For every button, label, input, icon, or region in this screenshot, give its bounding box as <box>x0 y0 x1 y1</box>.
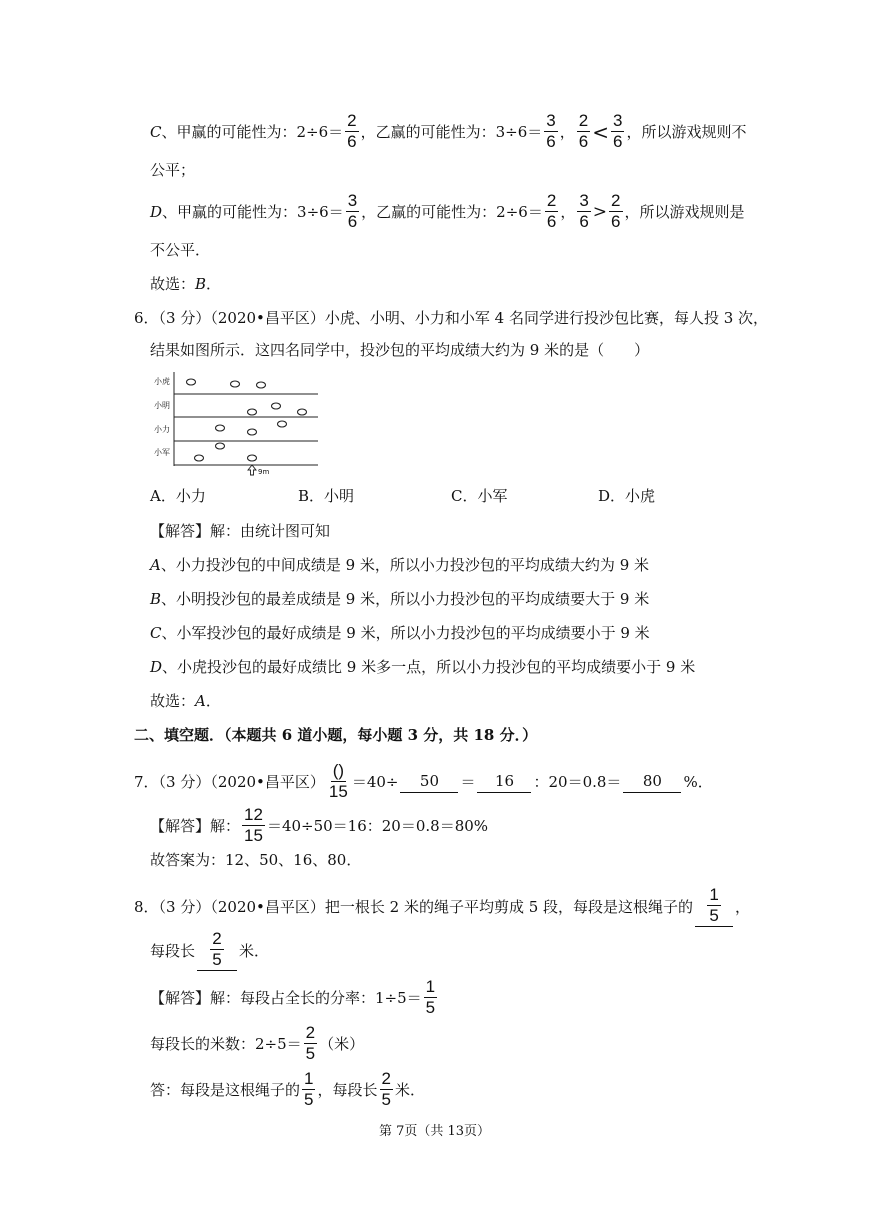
label-d: D <box>150 658 163 676</box>
q8-answer-length <box>150 1024 364 1063</box>
text: 7．（3 分）（2020•昌平区） <box>134 772 325 791</box>
throw-mark <box>248 455 257 461</box>
text: 故选： <box>150 275 196 293</box>
choice-letter: B <box>195 275 207 293</box>
text: ＝40÷50＝16：20＝0.8＝80% <box>266 816 489 835</box>
q8-answer-summary <box>150 1070 425 1109</box>
text: ， <box>559 122 575 141</box>
text: 公平； <box>150 161 196 179</box>
numerator: 2 <box>546 191 557 210</box>
text: ，所以游戏规则不 <box>626 122 747 141</box>
denominator: 5 <box>304 1090 314 1109</box>
less-than-sign: < <box>592 119 610 144</box>
denominator: 5 <box>709 906 719 925</box>
q6-explanation-a <box>150 553 649 577</box>
q5-option-d-continued <box>150 238 210 262</box>
q5-option-c-continued <box>150 158 195 182</box>
denominator: 6 <box>546 132 556 151</box>
numerator: 3 <box>546 111 556 130</box>
text: 6．（3 分）（2020•昌平区）小虎、小明、小力和小军 4 名同学进行投沙包比赛，每人投 3 次， <box>134 309 769 327</box>
text: 【解答】解： <box>150 816 241 835</box>
q7-answer <box>150 806 488 845</box>
text: ：20＝0.8＝ <box>533 772 622 791</box>
text: 8．（3 分）（2020•昌平区）把一根长 2 米的绳子平均剪成 5 段，每段是这根绳子的 <box>134 897 694 916</box>
text: ，乙赢的可能性为：3÷6＝ <box>360 122 543 141</box>
answer-blank <box>695 886 733 927</box>
denominator: 6 <box>347 212 358 231</box>
text: 米． <box>239 941 270 960</box>
answer-blank: 16 <box>477 770 531 793</box>
fraction <box>577 192 590 231</box>
marker-label: 9m <box>258 468 270 476</box>
fraction <box>302 1070 315 1109</box>
throw-mark <box>187 379 196 385</box>
text: 每段长的米数：2÷5＝ <box>150 1034 302 1053</box>
denominator: 6 <box>347 132 357 151</box>
text: ． <box>205 692 221 710</box>
q5-option-c-explanation <box>150 112 747 151</box>
label-a: A <box>150 556 161 574</box>
q6-explanation-d <box>150 655 695 679</box>
numerator: 1 <box>709 885 719 904</box>
q6-explanation-c <box>150 621 650 645</box>
q6-stem-line2 <box>150 338 649 362</box>
text: 每段长 <box>150 941 196 960</box>
numerator: () <box>332 761 345 780</box>
fraction <box>380 1070 393 1109</box>
text: 【解答】解：每段占全长的分率：1÷5＝ <box>150 988 422 1007</box>
throw-mark <box>248 429 257 435</box>
fraction <box>210 930 223 969</box>
throw-mark <box>272 403 281 409</box>
text: 【解答】解：由统计图可知 <box>150 522 331 540</box>
text: ， <box>735 897 751 916</box>
fraction <box>346 192 359 231</box>
text: 故选： <box>150 692 196 710</box>
text: 答：每段是这根绳子的 <box>150 1080 301 1099</box>
nine-meter-marker <box>248 465 269 476</box>
page-footer: 第 7页（共 13页） <box>378 1124 491 1139</box>
text: （米） <box>319 1034 365 1053</box>
q6-option-b: B．小明 <box>298 487 355 505</box>
q6-explanation-b <box>150 587 649 611</box>
numerator: 12 <box>244 805 263 824</box>
text: 、小虎投沙包的最好成绩比 9 米多一点，所以小力投沙包的平均成绩要小于 9 米 <box>162 658 696 676</box>
row-label-xiaoming: 小明 <box>154 401 170 410</box>
row-label-xiaohu: 小虎 <box>154 377 170 386</box>
q6-answer-choice <box>150 689 221 713</box>
answer-blank: 50 <box>400 770 458 793</box>
numerator: 2 <box>305 1023 316 1042</box>
numerator: 2 <box>347 111 357 130</box>
fraction <box>345 112 358 151</box>
denominator: 5 <box>212 950 222 969</box>
denominator: 5 <box>305 1044 316 1063</box>
up-arrow-icon <box>248 465 256 475</box>
fraction <box>424 978 437 1017</box>
text: 、小明投沙包的最差成绩是 9 米，所以小力投沙包的平均成绩要大于 9 米 <box>161 590 650 608</box>
numerator: 3 <box>579 191 589 210</box>
fraction <box>707 886 720 925</box>
text: 、小军投沙包的最好成绩是 9 米，所以小力投沙包的平均成绩要小于 9 米 <box>161 624 650 642</box>
denominator: 6 <box>579 212 589 231</box>
q6-answer-intro <box>150 519 330 543</box>
text: 不公平． <box>150 241 211 259</box>
denominator: 15 <box>244 826 263 845</box>
text: 结果如图所示．这四名同学中，投沙包的平均成绩大约为 9 米的是（ ） <box>150 341 650 359</box>
text: 米． <box>394 1080 425 1099</box>
q5-answer-choice <box>150 272 221 296</box>
text: 、小力投沙包的中间成绩是 9 米，所以小力投沙包的平均成绩大约为 9 米 <box>160 556 650 574</box>
numerator: 1 <box>425 977 436 996</box>
denominator: 6 <box>613 132 623 151</box>
text: 故答案为：12、50、16、80． <box>150 851 362 869</box>
row-label-xiaoli: 小力 <box>154 425 170 434</box>
fraction <box>544 112 557 151</box>
answer-blank: 80 <box>623 770 681 793</box>
numerator: 3 <box>613 111 623 130</box>
throw-mark <box>216 425 225 431</box>
denominator: 15 <box>328 782 348 801</box>
text: 、甲赢的可能性为：2÷6＝ <box>161 122 344 141</box>
numerator: 3 <box>347 191 358 210</box>
denominator: 5 <box>425 998 436 1017</box>
text: %． <box>683 772 713 791</box>
throw-mark <box>257 382 266 388</box>
text: 二、填空题．（本题共 6 道小题，每小题 3 分，共 18 分．） <box>134 726 538 744</box>
fraction <box>304 1024 317 1063</box>
text: ，所以游戏规则是 <box>624 202 745 221</box>
text: 、甲赢的可能性为：3÷6＝ <box>162 202 344 221</box>
choice-letter: A <box>195 692 206 710</box>
denominator: 6 <box>611 212 621 231</box>
q7-final-answer <box>150 848 361 872</box>
label-d: D <box>150 202 163 221</box>
text: ＝ <box>460 772 476 791</box>
row-label-xiaojun: 小军 <box>154 448 170 457</box>
q7-stem <box>134 762 713 801</box>
text: ，乙赢的可能性为：2÷6＝ <box>361 202 543 221</box>
fraction <box>609 192 622 231</box>
fraction <box>611 112 624 151</box>
section-heading-fill-in <box>134 723 537 747</box>
fraction <box>577 112 590 151</box>
denominator: 5 <box>381 1090 391 1109</box>
label-c: C <box>150 624 162 642</box>
denominator: 6 <box>546 212 557 231</box>
q5-option-d-explanation <box>150 192 745 231</box>
text: ． <box>206 275 222 293</box>
answer-blank <box>197 930 237 971</box>
throw-results-figure <box>152 372 324 476</box>
text: ， <box>560 202 576 221</box>
throw-mark <box>278 421 287 427</box>
throw-mark <box>216 443 225 449</box>
q6-option-a: A．小力 <box>150 487 206 505</box>
numerator: 2 <box>611 191 621 210</box>
greater-than-sign: > <box>592 201 608 222</box>
numerator: 2 <box>212 929 222 948</box>
q8-stem-line2 <box>150 930 269 971</box>
fraction <box>327 762 350 801</box>
fraction <box>242 806 265 845</box>
q6-stem-line1 <box>134 306 768 330</box>
denominator: 6 <box>578 132 589 151</box>
numerator: 2 <box>578 111 589 130</box>
label-c: C <box>150 122 162 141</box>
label-b: B <box>150 590 162 608</box>
q6-option-c: C．小军 <box>451 487 508 505</box>
text: ＝40÷ <box>351 772 399 791</box>
throw-mark <box>298 409 307 415</box>
text: ，每段长 <box>317 1080 378 1099</box>
throw-mark <box>195 455 204 461</box>
q8-stem-line1 <box>134 886 750 927</box>
q8-answer-fraction <box>150 978 439 1017</box>
fraction <box>545 192 558 231</box>
throw-mark <box>231 381 240 387</box>
q6-option-d: D．小虎 <box>598 487 656 505</box>
numerator: 2 <box>381 1069 391 1088</box>
numerator: 1 <box>304 1069 314 1088</box>
throw-mark <box>248 409 257 415</box>
